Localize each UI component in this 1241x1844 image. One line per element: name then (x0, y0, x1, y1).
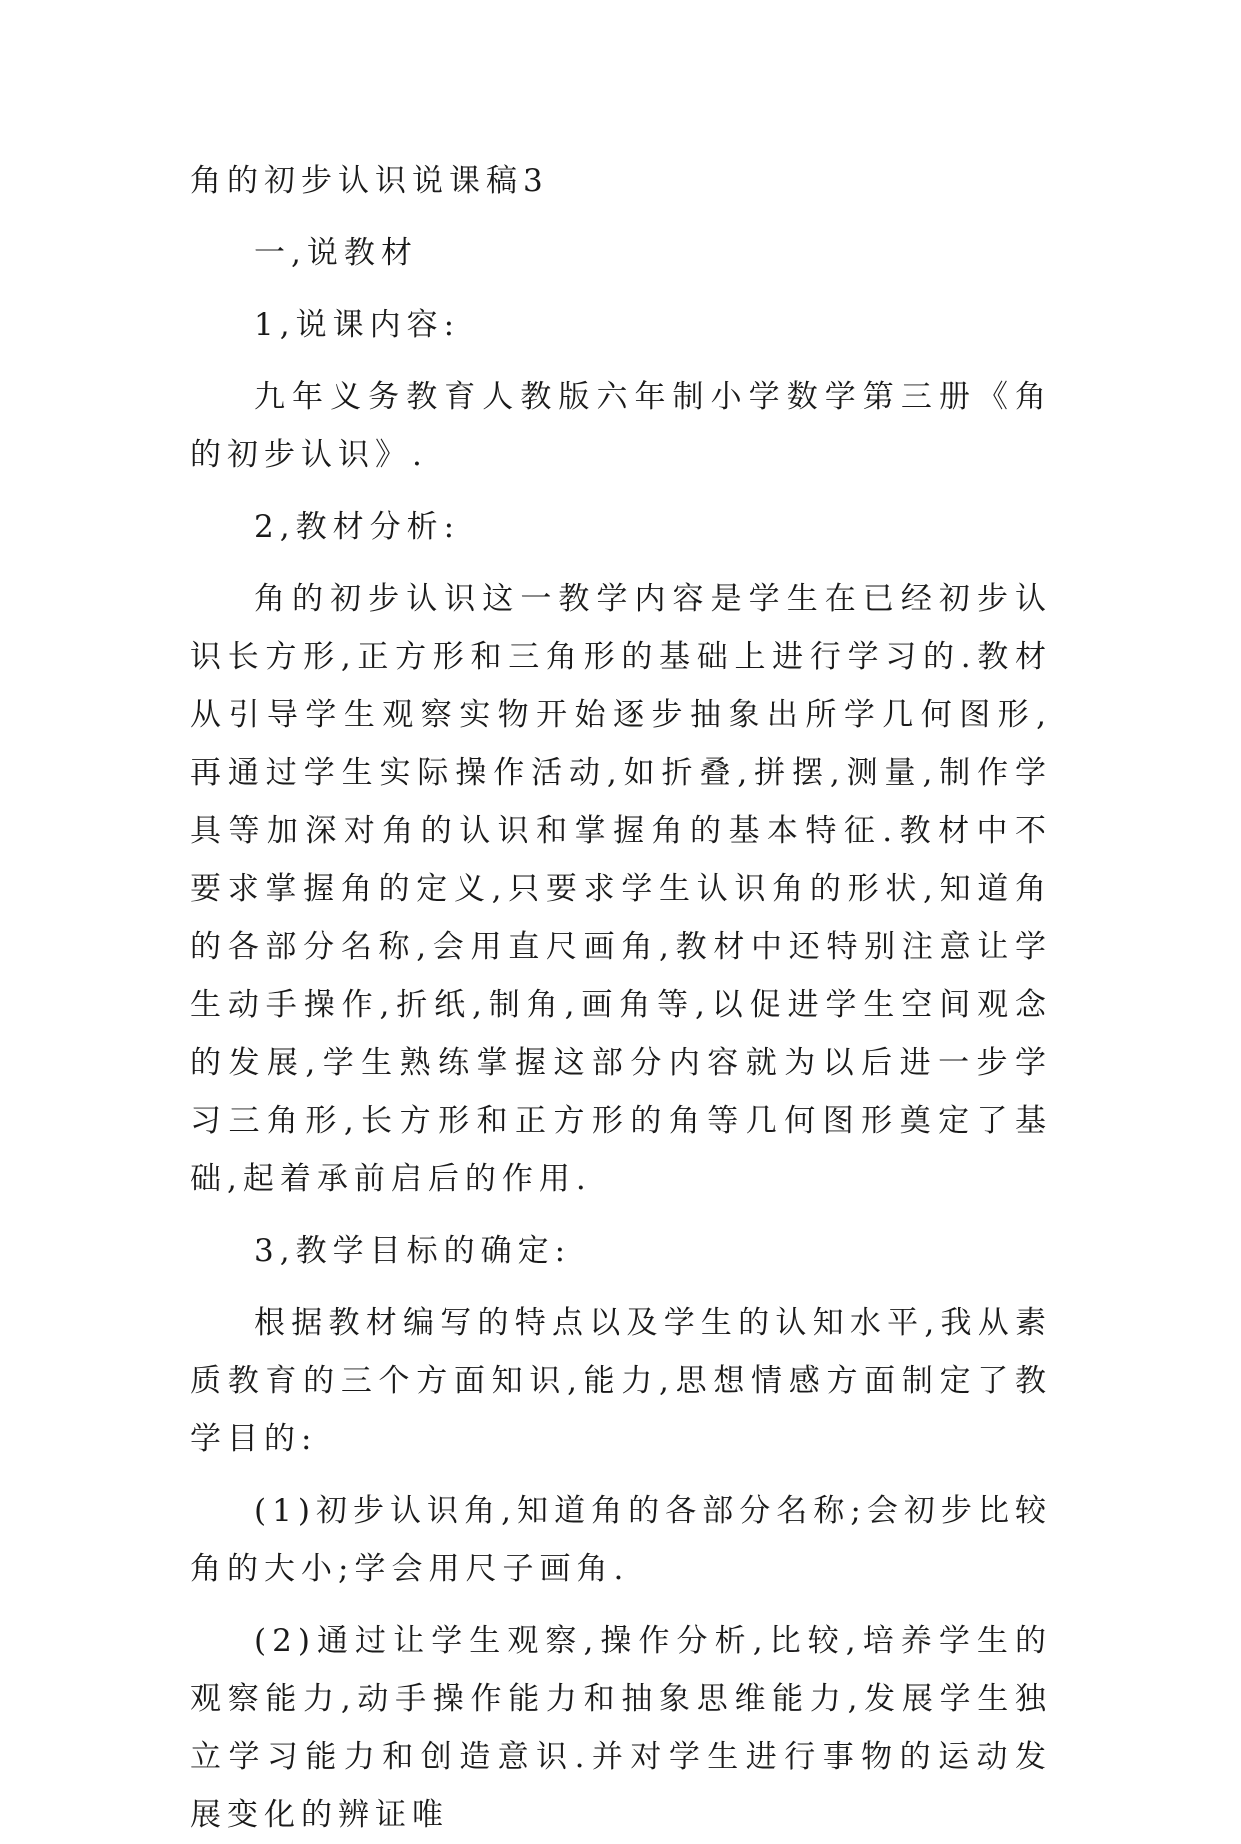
paragraph-teaching-goals-intro: 根据教材编写的特点以及学生的认知水平,我从素质教育的三个方面知识,能力,思想情感方面制定了教学目的: (190, 1305, 1052, 1457)
document-body (190, 152, 1052, 1844)
document-title: 角的初步认识说课稿3 (190, 163, 549, 199)
paragraph-material-analysis: 角的初步认识这一教学内容是学生在已经初步认识长方形,正方形和三角形的基础上进行学习的.教材从引导学生观察实物开始逐步抽象出所学几何图形,再通过学生实际操作活动,如折叠,拼摆,测量,制作学具等加深对角的认识和掌握角的基本特征.教材中不要求掌握角的定义,只要求学生认识角的形状,知道角的各部分名称,会用直尺画角,教材中还特别注意让学生动手操作,折纸,制角,画角等,以促进学生空间观念的发展,学生熟练掌握这部分内容就为以后进一步学习三角形,长方形和正方形的角等几何图形奠定了基础,起着承前启后的作用. (190, 581, 1052, 1197)
subheading-lesson-content: 1,说课内容: (254, 307, 461, 343)
paragraph-goal-1: (1)初步认识角,知道角的各部分名称;会初步比较角的大小;学会用尺子画角. (190, 1493, 1052, 1587)
paragraph-lesson-content: 九年义务教育人教版六年制小学数学第三册《角的初步认识》. (190, 379, 1052, 473)
paragraph-goal-2: (2)通过让学生观察,操作分析,比较,培养学生的观察能力,动手操作能力和抽象思维能力,发展学生独立学习能力和创造意识.并对学生进行事物的运动发展变化的辨证唯 (190, 1623, 1052, 1833)
subheading-material-analysis: 2,教材分析: (254, 509, 461, 545)
subheading-teaching-goals: 3,教学目标的确定: (254, 1233, 572, 1269)
section-heading-teaching-material: 一,说教材 (254, 235, 418, 271)
